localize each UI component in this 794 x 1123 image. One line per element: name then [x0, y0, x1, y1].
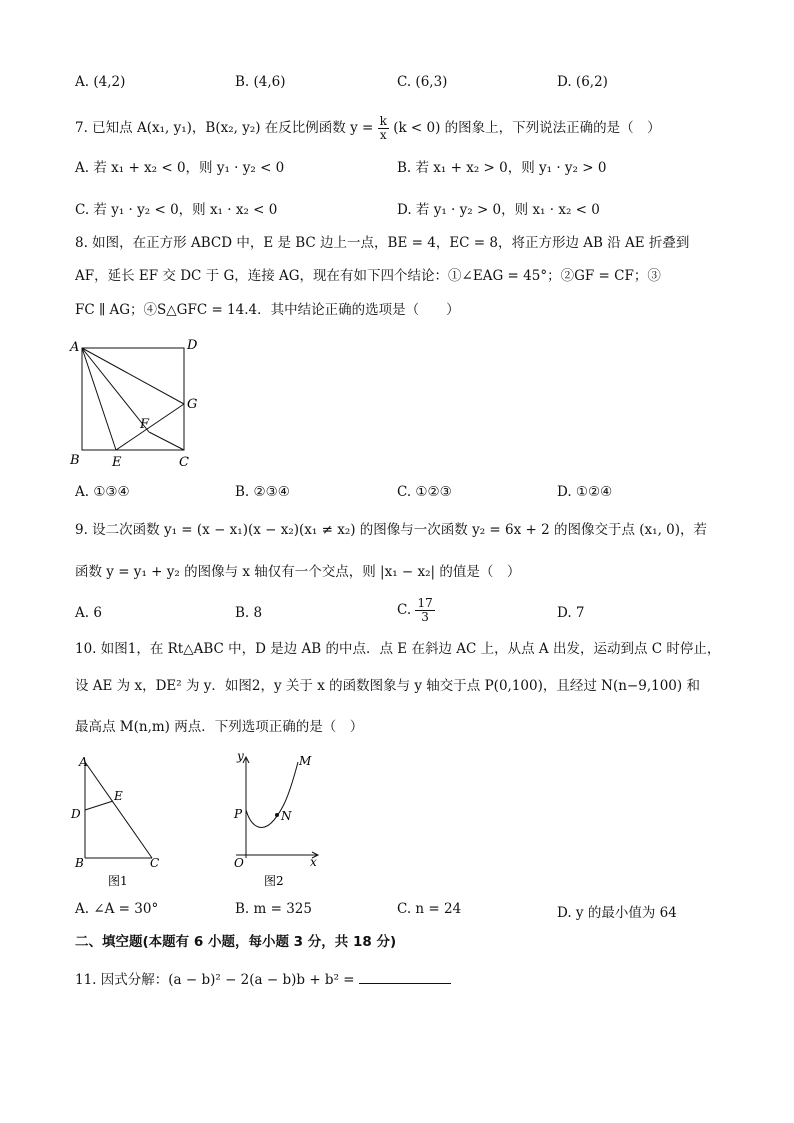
q9-c-num: 17 [417, 596, 433, 610]
q7-stem [75, 115, 661, 142]
q7-frac-den: x [379, 128, 387, 142]
fig1-label-e: E [114, 789, 123, 803]
label-d: D [187, 338, 198, 353]
q10-line-2: 设 AE 为 x，DE² 为 y．如图2，y 关于 x 的函数图象与 y 轴交于点 P(0,100)，且经过 N(n−9,100) 和 [75, 678, 700, 694]
label-e: E [112, 455, 122, 470]
section-2-heading: 二、填空题(本题有 6 小题，每小题 3 分，共 18 分) [75, 934, 397, 950]
q10-option-b: B. m = 325 [235, 901, 312, 917]
label-f: F [140, 417, 150, 432]
fig2-label-y: y [237, 749, 244, 763]
segment-de [85, 801, 113, 810]
q11 [75, 969, 451, 989]
q7-stem-a: 7. 已知点 A(x₁, y₁)，B(x₂, y₂) 在反比例函数 y = [75, 120, 374, 136]
q6-option-d: D. (6,2) [557, 74, 608, 90]
fig1-label-c: C [150, 856, 160, 870]
fig1-caption: 图1 [108, 874, 128, 888]
q10-line-3: 最高点 M(n,m) 两点．下列选项正确的是（ ） [75, 719, 364, 735]
q7-option-d: D. 若 y₁ · y₂ > 0，则 x₁ · x₂ < 0 [397, 202, 600, 218]
q10-option-a: A. ∠A = 30° [75, 901, 159, 917]
q7-stem-b: (k < 0) 的图象上，下列说法正确的是（ ） [393, 120, 661, 136]
segment-ag [82, 348, 184, 404]
q11-text: 11. 因式分解：(a − b)² − 2(a − b)b + b² = [75, 972, 355, 988]
label-a: A [70, 340, 80, 355]
fig1-label-b: B [75, 856, 84, 870]
q9-option-d: D. 7 [557, 605, 585, 621]
q9-option-c-fraction [415, 597, 434, 624]
q8-option-c: C. ①②③ [397, 484, 452, 500]
label-g: G [187, 397, 198, 412]
point-n [275, 813, 279, 817]
q7-option-b: B. 若 x₁ + x₂ > 0，则 y₁ · y₂ > 0 [397, 160, 607, 176]
fig1-label-d: D [71, 807, 81, 821]
q8-square-figure [62, 336, 212, 472]
fig2-caption: 图2 [264, 874, 284, 888]
fig2-label-m: M [299, 754, 312, 768]
fig2-label-x: x [310, 855, 317, 869]
q7-option-a: A. 若 x₁ + x₂ < 0，则 y₁ · y₂ < 0 [75, 160, 285, 176]
square-abcd [82, 348, 184, 450]
q10-option-d: D. y 的最小值为 64 [557, 905, 677, 921]
q9-option-c-label: C. [397, 602, 412, 618]
q9-option-b: B. 8 [235, 605, 263, 621]
q10-option-c: C. n = 24 [397, 901, 462, 917]
q10-line-1: 10. 如图1，在 Rt△ABC 中，D 是边 AB 的中点．点 E 在斜边 AC 上，从点 A 出发，运动到点 C 时停止， [75, 641, 721, 657]
fig2-label-o: O [234, 856, 244, 870]
q8-option-a: A. ①③④ [75, 484, 130, 500]
q9-c-den: 3 [421, 610, 429, 624]
q9-option-c [397, 597, 435, 624]
q8-option-b: B. ②③④ [235, 484, 290, 500]
label-b: B [70, 453, 80, 468]
q9-option-a: A. 6 [75, 605, 102, 621]
q9-line-2: 函数 y = y₁ + y₂ 的图像与 x 轴仅有一个交点，则 |x₁ − x₂| 的值是（ ） [75, 564, 521, 580]
segment-fc [149, 432, 184, 450]
segment-ac [85, 762, 152, 858]
fig2-label-n: N [281, 809, 292, 823]
q8-line-1: 8. 如图，在正方形 ABCD 中，E 是 BC 边上一点，BE = 4，EC = 8，将正方形边 AB 沿 AE 折叠到 [75, 235, 690, 251]
fig2-label-p: P [234, 807, 243, 821]
q10-figure-2 [222, 748, 332, 892]
q8-line-2: AF，延长 EF 交 DC 于 G，连接 AG，现在有如下四个结论：①∠EAG = 45°；②GF = CF；③ [75, 268, 661, 284]
q11-answer-blank[interactable] [359, 969, 451, 984]
q6-option-b: B. (4,6) [235, 74, 286, 90]
fig1-label-a: A [79, 755, 88, 769]
q7-frac-num: k [379, 114, 387, 128]
q7-fraction [378, 115, 389, 142]
q8-line-3: FC ∥ AG；④S△GFC = 14.4．其中结论正确的选项是（ ） [75, 302, 460, 318]
q6-option-a: A. (4,2) [75, 74, 126, 90]
q8-option-d: D. ①②④ [557, 484, 613, 500]
q6-option-c: C. (6,3) [397, 74, 448, 90]
q7-option-c: C. 若 y₁ · y₂ < 0，则 x₁ · x₂ < 0 [75, 202, 278, 218]
q10-figure-1 [66, 752, 176, 892]
segment-af [82, 348, 149, 432]
label-c: C [179, 455, 189, 470]
q9-line-1: 9. 设二次函数 y₁ = (x − x₁)(x − x₂)(x₁ ≠ x₂) 的图像与一次函数 y₂ = 6x + 2 的图像交于点 (x₁, 0)，若 [75, 522, 708, 538]
segment-eg [116, 404, 184, 450]
